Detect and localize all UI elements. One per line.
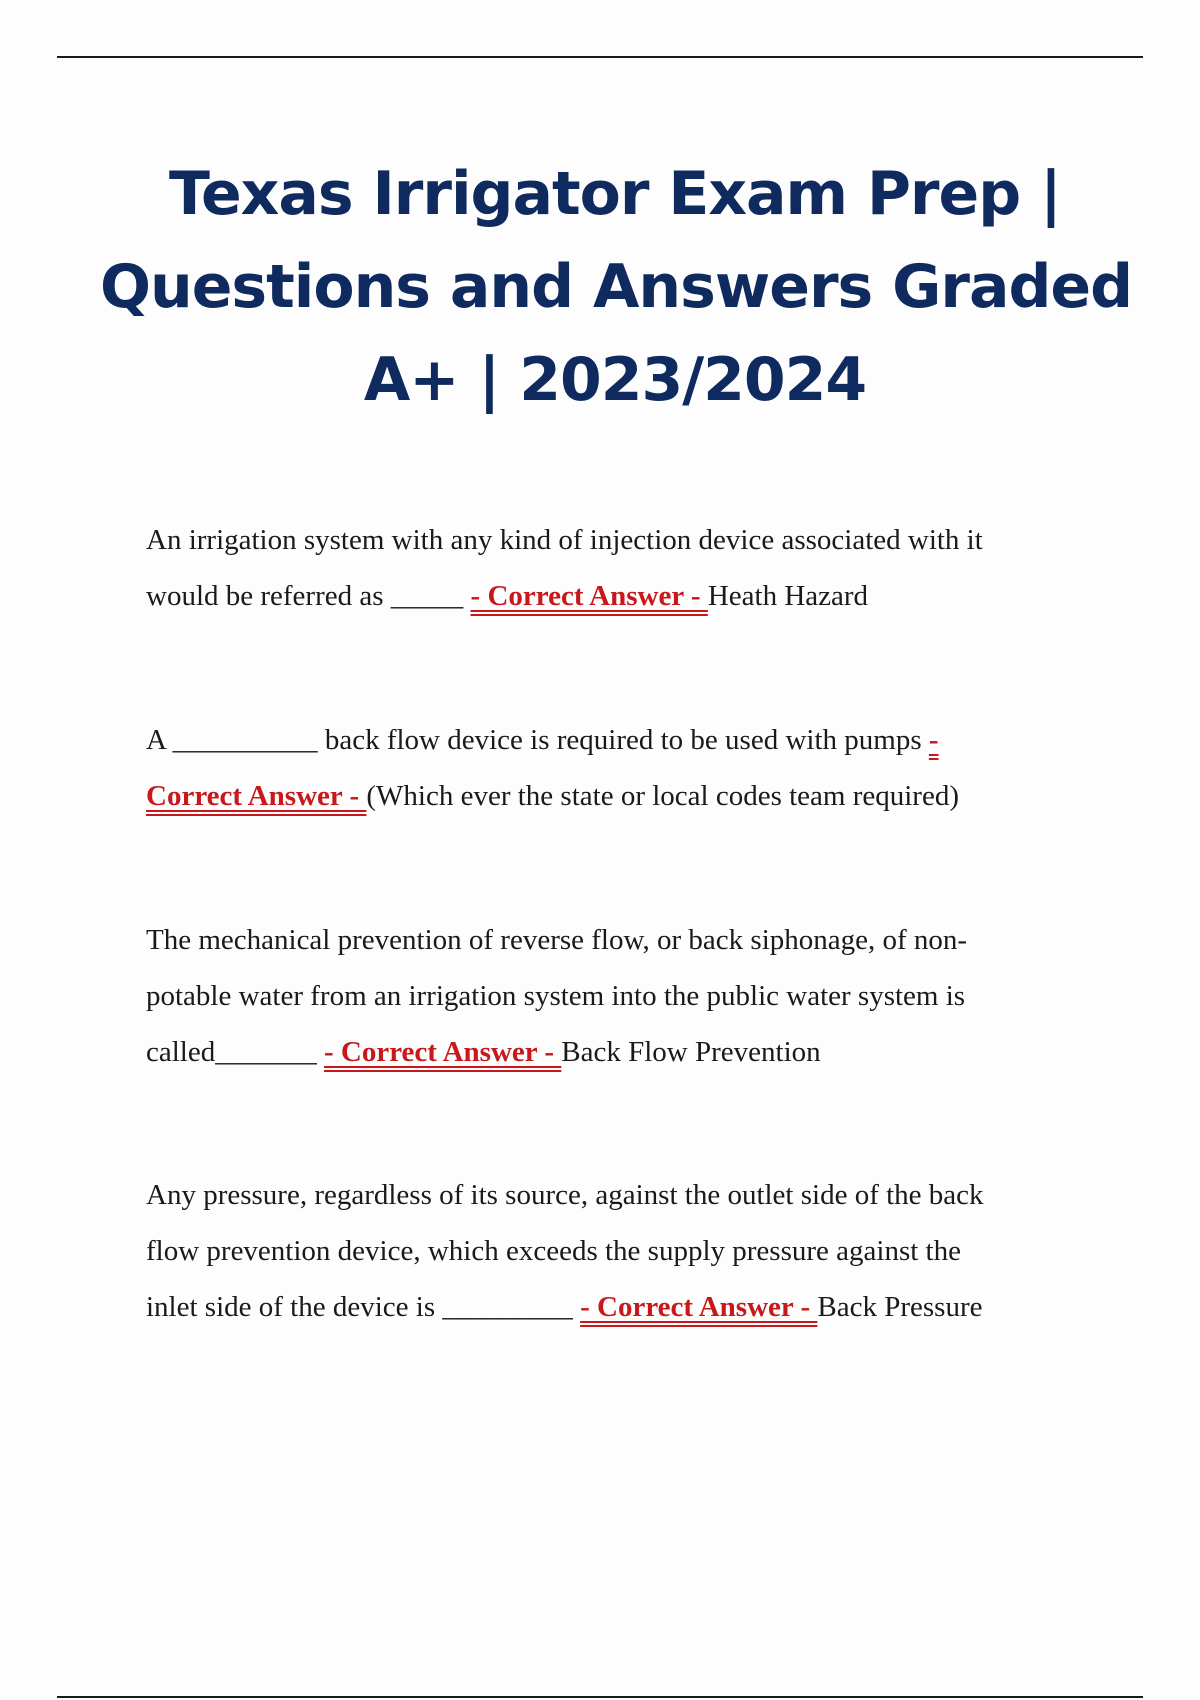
answer-text: Heath Hazard — [707, 580, 869, 612]
correct-answer-label: - Correct Answer - — [580, 1291, 818, 1323]
question-block-3 — [146, 912, 1086, 1080]
question-text-line-3 — [146, 1279, 1086, 1335]
correct-answer-label: - Correct Answer - — [323, 1036, 562, 1068]
question-text: potable water from an irrigation system into the public water system is — [146, 980, 966, 1012]
answer-text: Back Pressure — [817, 1291, 983, 1323]
title-line-3: A+ | 2023/2024 — [363, 345, 867, 415]
question-text-line-1 — [146, 712, 1086, 768]
question-text: flow prevention device, which exceeds the supply pressure against the — [146, 1235, 961, 1267]
question-block-2 — [146, 712, 1086, 824]
answer-text: (Which ever the state or local codes team required) — [366, 780, 959, 812]
question-text: would be referred as _____ — [146, 580, 471, 612]
document-title — [100, 148, 1133, 427]
question-text: Any pressure, regardless of its source, against the outlet side of the back — [146, 1179, 984, 1211]
correct-answer-label-part: - — [928, 724, 939, 756]
question-text: The mechanical prevention of reverse flow, or back siphonage, of non- — [146, 924, 968, 956]
correct-answer-label: Correct Answer - — [146, 780, 367, 812]
title-line-1: Texas Irrigator Exam Prep | — [169, 159, 1061, 229]
correct-answer-label: - Correct Answer - — [470, 580, 708, 612]
question-text-line-2 — [146, 768, 1086, 824]
question-block-1 — [146, 512, 1086, 624]
question-text-line-2 — [146, 568, 1086, 624]
answer-text: Back Flow Prevention — [561, 1036, 821, 1068]
bottom-rule — [57, 1696, 1143, 1698]
question-text: called_______ — [146, 1036, 324, 1068]
question-block-4 — [146, 1167, 1086, 1335]
top-rule — [57, 56, 1143, 58]
title-line-2: Questions and Answers Graded — [100, 252, 1133, 322]
question-text: An irrigation system with any kind of injection device associated with it — [146, 524, 983, 556]
question-text: A __________ back flow device is required to be used with pumps — [146, 724, 929, 756]
question-text: inlet side of the device is _________ — [146, 1291, 581, 1323]
question-text-line-3 — [146, 1024, 1086, 1080]
